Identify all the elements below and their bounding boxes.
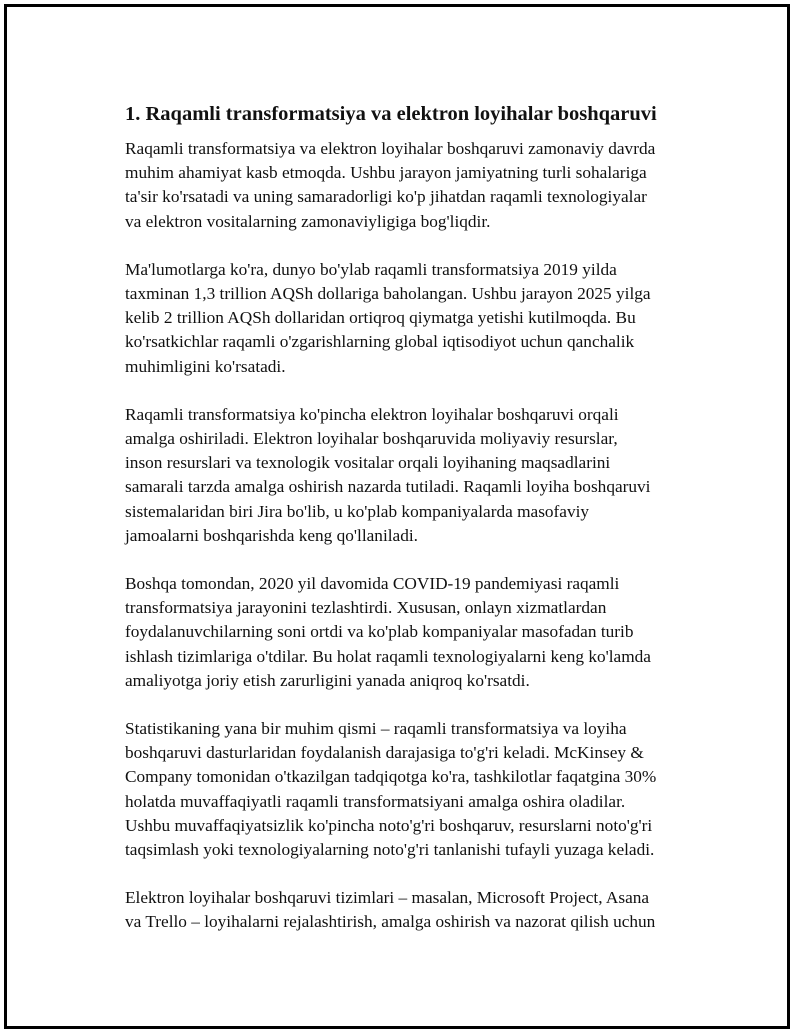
paragraph-line: Company tomonidan o'tkazilgan tadqiqotga ko'ra, tashkilotlar faqatgina 30%	[125, 767, 657, 787]
paragraph-line: transformatsiya jarayonini tezlashtirdi. Xususan, onlayn xizmatlardan	[125, 598, 607, 618]
paragraph-3	[125, 403, 705, 548]
paragraph-1	[125, 137, 705, 234]
paragraph-line: inson resurslari va texnologik vositalar orqali loyihaning maqsadlarini	[125, 453, 611, 473]
paragraph-line: ta'sir ko'rsatadi va uning samaradorligi ko'p jihatdan raqamli texnologiyalar	[125, 187, 647, 207]
paragraph-line: taxminan 1,3 trillion AQSh dollariga baholangan. Ushbu jarayon 2025 yilga	[125, 284, 651, 304]
paragraph-line: va elektron vositalarning zamonaviyligiga bog'liqdir.	[125, 211, 491, 231]
paragraph-line: muhim ahamiyat kasb etmoqda. Ushbu jarayon jamiyatning turli sohalariga	[125, 163, 647, 183]
paragraph-line: muhimligini ko'rsatadi.	[125, 356, 286, 376]
paragraph-line: kelib 2 trillion AQSh dollaridan ortiqroq qiymatga yetishi kutilmoqda. Bu	[125, 308, 636, 328]
paragraph-line: sistemalaridan biri Jira bo'lib, u ko'plab kompaniyalarda masofaviy	[125, 501, 590, 521]
paragraph-line: Boshqa tomondan, 2020 yil davomida COVID-19 pandemiyasi raqamli	[125, 574, 620, 594]
paragraph-line: Statistikaning yana bir muhim qismi – raqamli transformatsiya va loyiha	[125, 719, 627, 739]
paragraph-line: Ushbu muvaffaqiyatsizlik ko'pincha noto'g'ri boshqaruv, resurslarni noto'g'ri	[125, 815, 653, 835]
document-body	[125, 101, 705, 959]
paragraph-line: Raqamli transformatsiya ko'pincha elektron loyihalar boshqaruvi orqali	[125, 404, 619, 424]
paragraph-4	[125, 572, 705, 693]
paragraph-line: boshqaruvi dasturlaridan foydalanish darajasiga to'g'ri keladi. McKinsey &	[125, 743, 644, 763]
paragraph-line: taqsimlash yoki texnologiyalarning noto'g'ri tanlanishi tufayli yuzaga keladi.	[125, 840, 655, 860]
paragraph-line: ishlash tizimlariga o'tdilar. Bu holat raqamli texnologiyalarni keng ko'lamda	[125, 646, 651, 666]
paragraph-line: Elektron loyihalar boshqaruvi tizimlari – masalan, Microsoft Project, Asana	[125, 888, 650, 908]
paragraph-5	[125, 717, 705, 862]
paragraph-line: foydalanuvchilarning soni ortdi va ko'plab kompaniyalar masofadan turib	[125, 622, 634, 642]
paragraph-line: holatda muvaffaqiyatli raqamli transformatsiyani amalga oshira oladilar.	[125, 791, 626, 811]
paragraph-line: ko'rsatkichlar raqamli o'zgarishlarning global iqtisodiyot uchun qanchalik	[125, 332, 635, 352]
paragraph-2	[125, 258, 705, 379]
paragraph-line: amaliyotga joriy etish zarurligini yanada aniqroq ko'rsatdi.	[125, 670, 530, 690]
section-heading: 1. Raqamli transformatsiya va elektron loyihalar boshqaruvi	[125, 103, 657, 125]
page-frame	[4, 4, 790, 1029]
paragraph-line: jamoalarni boshqarishda keng qo'llaniladi.	[125, 525, 418, 545]
paragraph-line: Raqamli transformatsiya va elektron loyihalar boshqaruvi zamonaviy davrda	[125, 139, 656, 158]
paragraph-line: amalga oshiriladi. Elektron loyihalar boshqaruvida moliyaviy resurslar,	[125, 429, 618, 449]
paragraph-line: Ma'lumotlarga ko'ra, dunyo bo'ylab raqamli transformatsiya 2019 yilda	[125, 259, 617, 279]
paragraph-line: va Trello – loyihalarni rejalashtirish, amalga oshirish va nazorat qilish uchun	[125, 912, 656, 932]
paragraph-line: samarali tarzda amalga oshirish nazarda tutiladi. Raqamli loyiha boshqaruvi	[125, 477, 651, 497]
paragraph-6	[125, 886, 705, 934]
